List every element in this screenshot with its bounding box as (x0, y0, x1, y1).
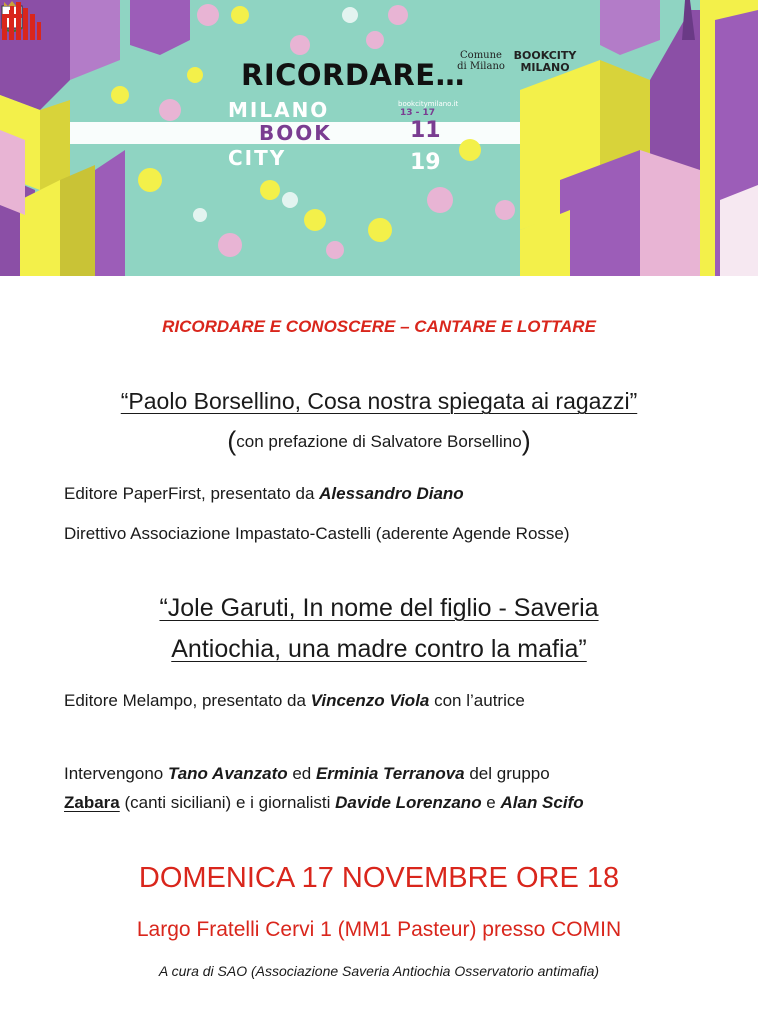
curated-by: A cura di SAO (Associazione Saveria Antiochia Osservatorio antimafia) (158, 963, 600, 979)
book1-preface: (con prefazione di Salvatore Borsellino) (227, 426, 531, 456)
banner-month: 11 (410, 118, 441, 143)
logo-book-text: BOOK (259, 121, 332, 145)
journalist-alan: Alan Scifo (500, 793, 584, 812)
speaker-tano: Tano Avanzato (167, 764, 288, 783)
speaker-erminia: Erminia Terranova (315, 764, 465, 783)
logo-milano-text: MILANO (228, 98, 330, 122)
bookcity-logo-icon (0, 0, 42, 40)
header-banner (0, 0, 758, 276)
book1-association: Direttivo Associazione Impastato-Castelli (aderente Agende Rosse) (64, 524, 570, 543)
book2-title-line2: Antiochia, una madre contro la mafia” (171, 635, 587, 663)
event-date: DOMENICA 17 NOVEMBRE ORE 18 (138, 862, 620, 894)
book2-publisher: Editore Melampo, presentato da Vincenzo Viola con l’autrice (64, 691, 525, 710)
city-illustration (0, 0, 758, 276)
journalist-davide: Davide Lorenzano (335, 793, 482, 812)
comune-label: Comune di Milano (457, 50, 505, 72)
section-heading: RICORDARE E CONOSCERE – CANTARE E LOTTARE (162, 317, 596, 336)
banner-title: RICORDARE… (241, 58, 466, 92)
book2-presenter: Vincenzo Viola (310, 691, 430, 710)
event-location: Largo Fratelli Cervi 1 (MM1 Pasteur) presso COMIN (136, 918, 622, 941)
banner-year: 19 (410, 150, 441, 175)
book2-title-line1: “Jole Garuti, In nome del figlio - Saveria (159, 594, 599, 622)
logo-city-text: CITY (228, 146, 287, 170)
book1-title (0, 388, 758, 415)
book1-publisher: Editore PaperFirst, presentato da Alessandro Diano (64, 484, 464, 503)
banner-date-range: 13 - 17 (400, 108, 436, 118)
speakers-line1: Intervengono Tano Avanzato ed Erminia Terranova del gruppo (64, 764, 550, 783)
book1-title-text: “Paolo Borsellino, Cosa nostra spiegata ai ragazzi” (120, 388, 638, 414)
bookcity-logo-label: BOOKCITY MILANO (513, 49, 577, 74)
book1-presenter: Alessandro Diano (319, 484, 464, 503)
banner-url: bookcitymilano.it (398, 100, 459, 108)
speakers-line2: Zabara (canti siciliani) e i giornalisti Davide Lorenzano e Alan Scifo (64, 793, 584, 812)
group-zabara: Zabara (64, 793, 120, 812)
